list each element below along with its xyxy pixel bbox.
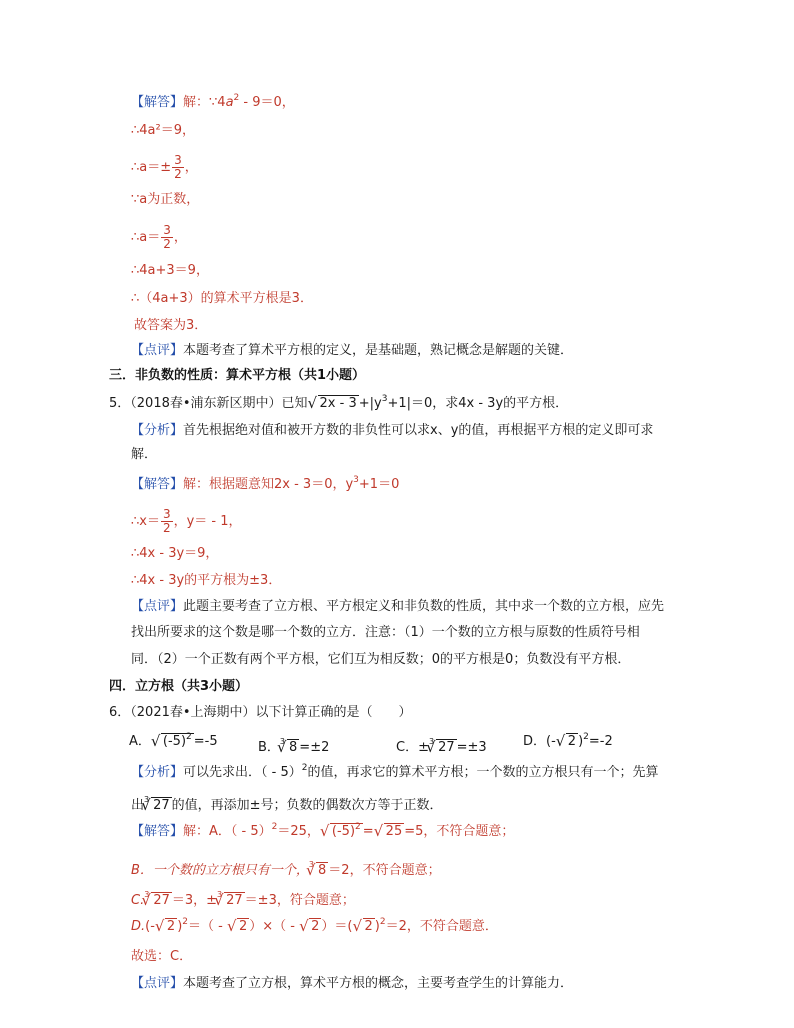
- q5-radicand: 2x - 3: [319, 396, 357, 411]
- q4-comment: [131, 342, 573, 360]
- ans-b-pre: B．一个数的立方根只有一个，: [131, 863, 309, 878]
- q5-line-2-post: ，y＝ - 1，: [173, 514, 242, 529]
- q5-comment-1: 此题主要考查了立方根、平方根定义和非负数的性质，其中求一个数的立方根，应先: [183, 599, 665, 614]
- option-d-sq: 2: [583, 732, 589, 742]
- ans-d-txt2: ）×（ -: [249, 919, 300, 934]
- analysis-radicand: 27: [153, 798, 170, 813]
- option-b-index: 3: [279, 737, 286, 746]
- frac-den: 2: [174, 167, 182, 181]
- q5-analysis-text: 首先根据绝对值和被开方数的非负性可以求x、y的值，再根据平方根的定义即可求: [183, 423, 654, 438]
- q4-line-4: ∵a为正数，: [131, 192, 200, 207]
- q6-stem: 6．（2021春•上海期中）以下计算正确的是（ ）: [109, 705, 412, 720]
- q4-line-3-post: ，: [184, 160, 198, 175]
- option-d-radical: [557, 733, 578, 751]
- q6-analysis-1: 可以先求出．（ - 5）: [183, 765, 302, 780]
- q6-choose: 故选：C．: [131, 949, 193, 964]
- ans-d-radicand-1: 2: [166, 919, 176, 934]
- q5-answer-sup: 3: [353, 475, 359, 485]
- q4-answer-var: a: [225, 95, 234, 110]
- q5-analysis: [131, 422, 653, 440]
- option-c-index: 3: [428, 737, 435, 746]
- ans-c-pre: C.: [131, 893, 145, 908]
- ans-d-radical-1: [156, 918, 177, 936]
- section-4-title: 四．立方根（共3小题）: [109, 679, 249, 694]
- q4-answer-line: [131, 94, 295, 112]
- q6-option-d: D．(-√ 2 )$^2$=-2: [523, 733, 613, 751]
- q6-analysis-1b: 的值，再求它的算术平方根；一个数的立方根只有一个；先算: [307, 765, 659, 780]
- q5-answer-text: 解：根据题意知2x - 3＝0，y: [183, 477, 354, 492]
- q5-stem-post: +1|＝0，求4x - 3y的平方根．: [387, 396, 569, 411]
- frac-num: 3: [162, 507, 171, 521]
- frac-den: 2: [163, 237, 171, 251]
- q5-stem-mid: +|y: [358, 396, 382, 411]
- q5-line-3: ∴4x - 3y＝9，: [131, 546, 219, 561]
- q6-analysis: [131, 764, 659, 782]
- q4-line-5-post: ，: [173, 230, 187, 245]
- ans-b-post: ＝2，不符合题意；: [328, 863, 441, 878]
- ans-c-radicand-2: 27: [226, 893, 243, 908]
- q6-comment: [131, 975, 573, 993]
- ans-b-radicand: 8: [318, 863, 327, 878]
- ans-a-radicand-1-text: (-5): [331, 824, 356, 839]
- option-a-sq: 2: [186, 732, 192, 742]
- q6-analysis-2-pre: 出: [131, 798, 145, 813]
- analysis-tag: 【分析】: [131, 423, 184, 438]
- ans-a-radicand-1: [330, 823, 363, 840]
- q6-answer-b: [131, 856, 441, 880]
- q4-line-5-pre: ∴a＝: [131, 230, 161, 245]
- q5-radical: [309, 395, 359, 413]
- q4-line-8: 故答案为3．: [134, 318, 208, 333]
- q6-answer-c: [131, 886, 355, 910]
- frac-num: 3: [163, 223, 171, 237]
- analysis-tag: 【分析】: [131, 765, 184, 780]
- q6-analysis-sq: 2: [301, 763, 308, 773]
- option-d-radicand: 2: [567, 734, 577, 749]
- ans-b-index: 3: [308, 860, 315, 869]
- ans-c-mid: ＝3，±: [171, 893, 218, 908]
- comment-tag: 【点评】: [131, 976, 184, 991]
- q4-answer-prefix: 解：∵4: [183, 95, 226, 110]
- q4-fraction: [172, 154, 184, 181]
- option-d-post: =-2: [588, 734, 613, 749]
- option-c-label: C．: [396, 740, 419, 755]
- q4-comment-text: 本题考查了算术平方根的定义，是基础题，熟记概念是解题的关键．: [183, 343, 574, 358]
- q6-analysis-2: [131, 791, 443, 815]
- ans-a-eq: =: [362, 824, 374, 839]
- ans-d-sq-2: 2: [379, 917, 386, 927]
- ans-d-radical-3: [300, 918, 321, 936]
- q4-line-6: ∴4a+3＝9，: [131, 263, 209, 278]
- ans-d-radicand-2: 2: [238, 919, 248, 934]
- ans-a-radicand-1-sq: 2: [355, 822, 361, 832]
- option-a-label: A．: [129, 734, 151, 749]
- ans-a-sq: 2: [271, 822, 278, 832]
- q4-answer-sup: 2: [233, 93, 240, 103]
- answer-tag: 【解答】: [131, 477, 184, 492]
- ans-d-radical-4: [354, 918, 375, 936]
- q6-analysis-2-post: 的值，再添加±号；负数的偶数次方等于正数．: [171, 798, 443, 813]
- q5-answer-post: +1＝0: [358, 477, 400, 492]
- q6-answer-d: D.(-√ 2 )$^2$＝（ - √ 2 ）×（ - √ 2 ）＝(√ 2 )$^2$＝2，不符合题意．: [131, 918, 498, 936]
- ans-d-pre: D.: [131, 919, 146, 934]
- answer-tag: 【解答】: [131, 824, 184, 839]
- ans-d-radicand-4: 2: [364, 919, 373, 934]
- option-a-radical: [152, 733, 194, 751]
- ans-d-txt1: ＝（ -: [188, 919, 227, 934]
- q4-answer-rest: - 9＝0，: [239, 95, 295, 110]
- q5-comment-2: 找出所要求的这个数是哪一个数的立方．注意：（1）一个数的立方根与原数的性质符号相: [131, 625, 640, 640]
- ans-a-radical-1: [321, 823, 363, 841]
- ans-c-radicand-1: 27: [153, 893, 170, 908]
- comment-tag: 【点评】: [131, 343, 184, 358]
- q5-stem: [109, 395, 568, 413]
- q4-line-3: [131, 154, 198, 181]
- q6-comment-text: 本题考查了立方根，算术平方根的概念，主要考查学生的计算能力．: [183, 976, 574, 991]
- ans-a-pre: 解：A．（ - 5）: [183, 824, 272, 839]
- ans-a-post: =5，不符合题意；: [404, 824, 515, 839]
- q6-option-a: [129, 733, 218, 751]
- option-b-radicand: 8: [289, 740, 298, 755]
- q5-comment: [131, 598, 664, 616]
- q5-analysis-cont: 解．: [131, 447, 158, 462]
- q6-option-c: [396, 733, 487, 757]
- option-b-post: =±2: [299, 740, 330, 755]
- ans-a-radicand-2: 25: [385, 824, 403, 839]
- ans-c-index-1: 3: [144, 890, 150, 899]
- ans-c-post: ＝±3，符合题意；: [244, 893, 355, 908]
- q4-line-5: [131, 224, 187, 251]
- q6-option-b: [258, 733, 329, 757]
- section-3-title: 三．非负数的性质：算术平方根（共1小题）: [109, 368, 366, 383]
- option-a-radicand-text: (-5): [162, 734, 187, 749]
- option-b-label: B．: [258, 740, 280, 755]
- q4-line-2: ∴4a²＝9，: [131, 123, 195, 138]
- option-d-label: D．: [523, 734, 547, 749]
- q5-stem-sup: 3: [381, 394, 388, 404]
- answer-tag: 【解答】: [131, 95, 184, 110]
- ans-d-radicand-3: 2: [311, 919, 320, 934]
- q4-fraction-2: [161, 224, 173, 251]
- q5-fraction: [161, 508, 173, 535]
- ans-c-index-2: 3: [217, 890, 223, 899]
- q5-stem-pre: 5．（2018春•浦东新区期中）已知: [109, 396, 308, 411]
- option-c-pre: ±: [418, 740, 429, 755]
- option-d-pre: (-: [546, 734, 556, 749]
- option-a-radicand: [161, 733, 194, 750]
- option-c-radicand: 27: [438, 740, 455, 755]
- frac-num: 3: [174, 153, 182, 167]
- ans-d-txt3: ）＝: [321, 919, 348, 934]
- q6-answer-a: [131, 823, 514, 841]
- q5-line-4: ∴4x - 3y的平方根为±3．: [131, 573, 282, 588]
- ans-d-post: ＝2，不符合题意．: [385, 919, 498, 934]
- q5-answer: [131, 476, 399, 494]
- frac-den: 2: [162, 521, 171, 535]
- option-c-post: =±3: [456, 740, 487, 755]
- ans-a-mid: ＝25，: [277, 824, 320, 839]
- ans-a-radical-2: [375, 823, 405, 841]
- ans-d-sq-1: 2: [182, 917, 189, 927]
- q5-line-2-pre: ∴x＝: [131, 514, 160, 529]
- ans-d-radical-2: [228, 918, 249, 936]
- option-a-post: =-5: [193, 734, 218, 749]
- q4-line-7: ∴（4a+3）的算术平方根是3．: [131, 291, 313, 306]
- q5-line-2: [131, 508, 242, 535]
- analysis-root-index: 3: [144, 795, 150, 804]
- q4-line-3-pre: ∴a＝±: [131, 160, 172, 175]
- q5-comment-3: 同．（2）一个正数有两个平方根，它们互为相反数；0的平方根是0；负数没有平方根．: [131, 652, 631, 667]
- comment-tag: 【点评】: [131, 599, 184, 614]
